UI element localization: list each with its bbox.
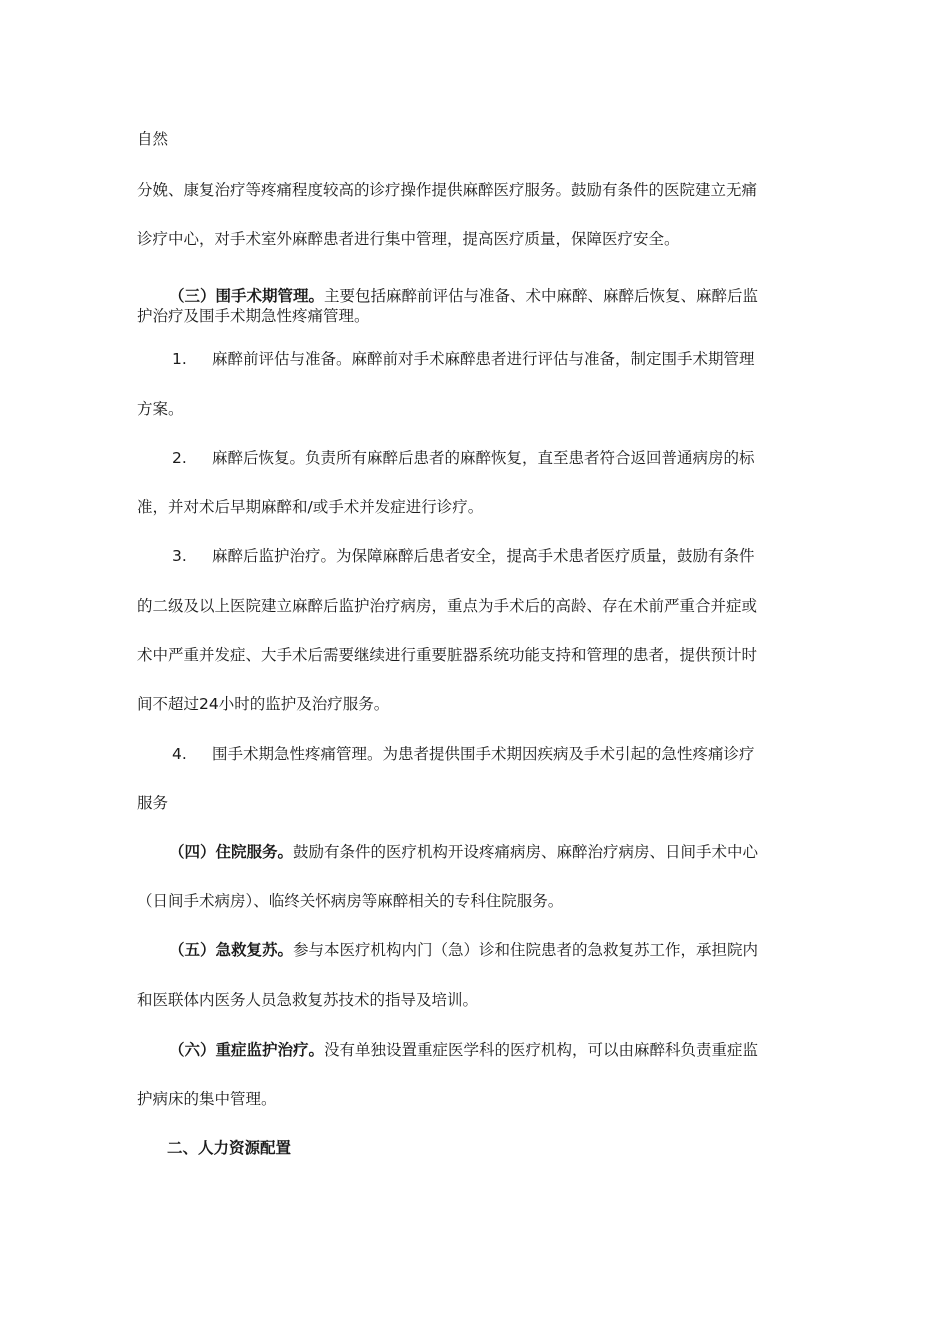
section-6-heading: （六）重症监护治疗。 (169, 1041, 325, 1059)
section-5-text: 参与本医疗机构内门（急）诊和住院患者的急救复苏工作，承担院内 (293, 941, 759, 959)
section-4-text: 鼓励有条件的医疗机构开设疼痛病房、麻醉治疗病房、日间手术中心 (293, 843, 759, 861)
item-number: 2. (172, 449, 187, 467)
item-4 (172, 744, 755, 764)
section-3-paragraph (169, 286, 758, 306)
text-line: 和医联体内医务人员急救复苏技术的指导及培训。 (137, 991, 479, 1009)
text-line: （日间手术病房）、临终关怀病房等麻醉相关的专科住院服务。 (137, 892, 564, 910)
text-line: 分娩、康复治疗等疼痛程度较高的诊疗操作提供麻醉医疗服务。鼓励有条件的医院建立无痛 (137, 181, 758, 199)
item-number: 4. (172, 745, 187, 763)
item-number: 3. (172, 547, 187, 565)
section-5-paragraph (169, 940, 758, 960)
text-line: 护治疗及围手术期急性疼痛管理。 (137, 307, 370, 325)
section-4-paragraph (169, 842, 758, 862)
section-3-text: 主要包括麻醉前评估与准备、术中麻醉、麻醉后恢复、麻醉后监 (324, 287, 759, 305)
section-6-paragraph (169, 1040, 758, 1060)
item-text: 麻醉后恢复。负责所有麻醉后患者的麻醉恢复，直至患者符合返回普通病房的标 (212, 449, 755, 467)
item-2 (172, 448, 755, 468)
section-4-heading: （四）住院服务。 (169, 843, 294, 861)
section-5-heading: （五）急救复苏。 (169, 941, 294, 959)
item-text: 围手术期急性疼痛管理。为患者提供围手术期因疾病及手术引起的急性疼痛诊疗 (212, 745, 755, 763)
item-number: 1. (172, 350, 187, 368)
section-6-text: 没有单独设置重症医学科的医疗机构，可以由麻醉科负责重症监 (324, 1041, 759, 1059)
item-1 (172, 349, 755, 369)
text-line: 服务 (137, 794, 169, 812)
item-text: 麻醉后监护治疗。为保障麻醉后患者安全，提高手术患者医疗质量，鼓励有条件 (212, 547, 755, 565)
text-line: 术中严重并发症、大手术后需要继续进行重要脏器系统功能支持和管理的患者，提供预计时 (137, 646, 758, 664)
text-line: 方案。 (137, 400, 184, 418)
section-heading-human-resources: 二、人力资源配置 (167, 1139, 292, 1157)
text-line: 自然 (137, 130, 169, 148)
text-line: 的二级及以上医院建立麻醉后监护治疗病房，重点为手术后的高龄、存在术前严重合并症或 (137, 597, 758, 615)
text-line: 诊疗中心，对手术室外麻醉患者进行集中管理，提高医疗质量，保障医疗安全。 (137, 230, 680, 248)
section-3-heading: （三）围手术期管理。 (169, 287, 325, 305)
text-line: 间不超过24小时的监护及治疗服务。 (137, 695, 390, 713)
item-3 (172, 546, 755, 566)
item-text: 麻醉前评估与准备。麻醉前对手术麻醉患者进行评估与准备，制定围手术期管理 (212, 350, 755, 368)
text-line: 准，并对术后早期麻醉和/或手术并发症进行诊疗。 (137, 498, 484, 516)
text-line: 护病床的集中管理。 (137, 1090, 277, 1108)
